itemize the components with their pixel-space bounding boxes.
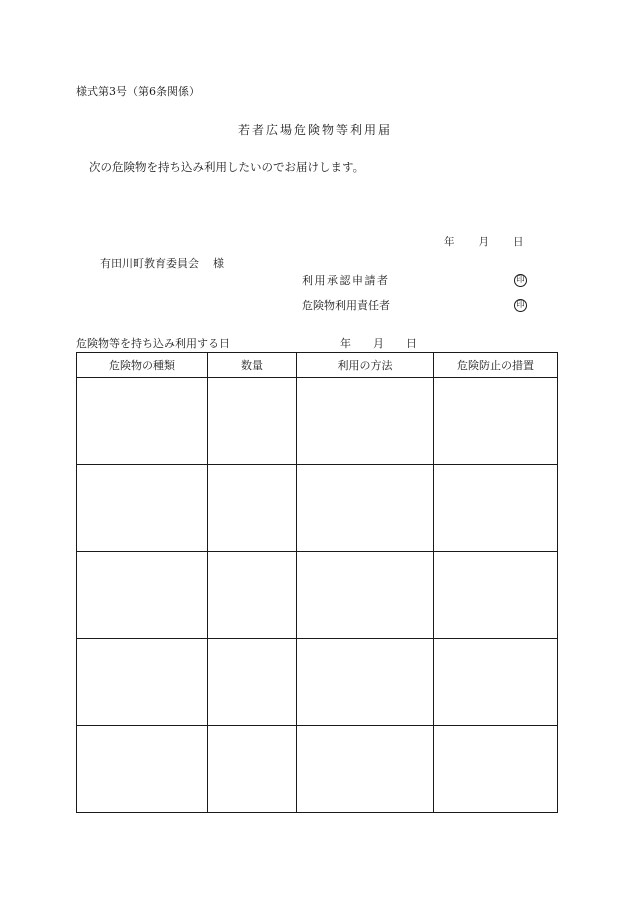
cell-material-type[interactable] bbox=[77, 726, 208, 813]
table-row bbox=[77, 465, 558, 552]
use-date-day-label: 日 bbox=[406, 337, 417, 350]
cell-quantity[interactable] bbox=[208, 378, 297, 465]
responsible-person-label: 危険物利用責任者 bbox=[302, 299, 390, 312]
addressee-name: 有田川町教育委員会 bbox=[100, 257, 199, 270]
applicant-label: 利用承認申請者 bbox=[302, 274, 390, 287]
hazardous-materials-table bbox=[76, 352, 558, 813]
table-row bbox=[77, 726, 558, 813]
document-title: 若者広場危険物等利用届 bbox=[237, 123, 392, 137]
table-row bbox=[77, 639, 558, 726]
cell-usage-method[interactable] bbox=[297, 726, 434, 813]
addressee bbox=[100, 258, 224, 269]
form-number: 様式第3号（第6条関係） bbox=[76, 85, 200, 98]
cell-safety-measures[interactable] bbox=[434, 552, 558, 639]
column-header-quantity: 数量 bbox=[208, 353, 297, 378]
column-header-material-type: 危険物の種類 bbox=[77, 353, 208, 378]
cell-safety-measures[interactable] bbox=[434, 378, 558, 465]
cell-usage-method[interactable] bbox=[297, 378, 434, 465]
cell-safety-measures[interactable] bbox=[434, 465, 558, 552]
addressee-suffix: 様 bbox=[213, 257, 224, 270]
table-row bbox=[77, 552, 558, 639]
cell-material-type[interactable] bbox=[77, 378, 208, 465]
date-year-label: 年 bbox=[444, 236, 455, 248]
cell-safety-measures[interactable] bbox=[434, 639, 558, 726]
cell-quantity[interactable] bbox=[208, 465, 297, 552]
cell-usage-method[interactable] bbox=[297, 552, 434, 639]
cell-quantity[interactable] bbox=[208, 726, 297, 813]
table-header-row bbox=[77, 353, 558, 378]
cell-material-type[interactable] bbox=[77, 639, 208, 726]
date-month-label: 月 bbox=[478, 236, 489, 248]
use-date-fields bbox=[340, 338, 417, 349]
cell-usage-method[interactable] bbox=[297, 465, 434, 552]
use-date-label: 危険物等を持ち込み利用する日 bbox=[76, 337, 230, 350]
submission-date bbox=[444, 237, 524, 248]
use-date-month-label: 月 bbox=[373, 337, 384, 350]
responsible-seal-icon: 印 bbox=[514, 299, 527, 312]
column-header-usage-method: 利用の方法 bbox=[297, 353, 434, 378]
cell-material-type[interactable] bbox=[77, 465, 208, 552]
cell-quantity[interactable] bbox=[208, 639, 297, 726]
cell-material-type[interactable] bbox=[77, 552, 208, 639]
intro-text: 次の危険物を持ち込み利用したいのでお届けします。 bbox=[89, 160, 365, 174]
applicant-seal-icon: 印 bbox=[514, 274, 527, 287]
cell-usage-method[interactable] bbox=[297, 639, 434, 726]
use-date-year-label: 年 bbox=[340, 337, 351, 350]
cell-safety-measures[interactable] bbox=[434, 726, 558, 813]
date-day-label: 日 bbox=[513, 236, 524, 248]
cell-quantity[interactable] bbox=[208, 552, 297, 639]
column-header-safety-measures: 危険防止の措置 bbox=[434, 353, 558, 378]
table-row bbox=[77, 378, 558, 465]
